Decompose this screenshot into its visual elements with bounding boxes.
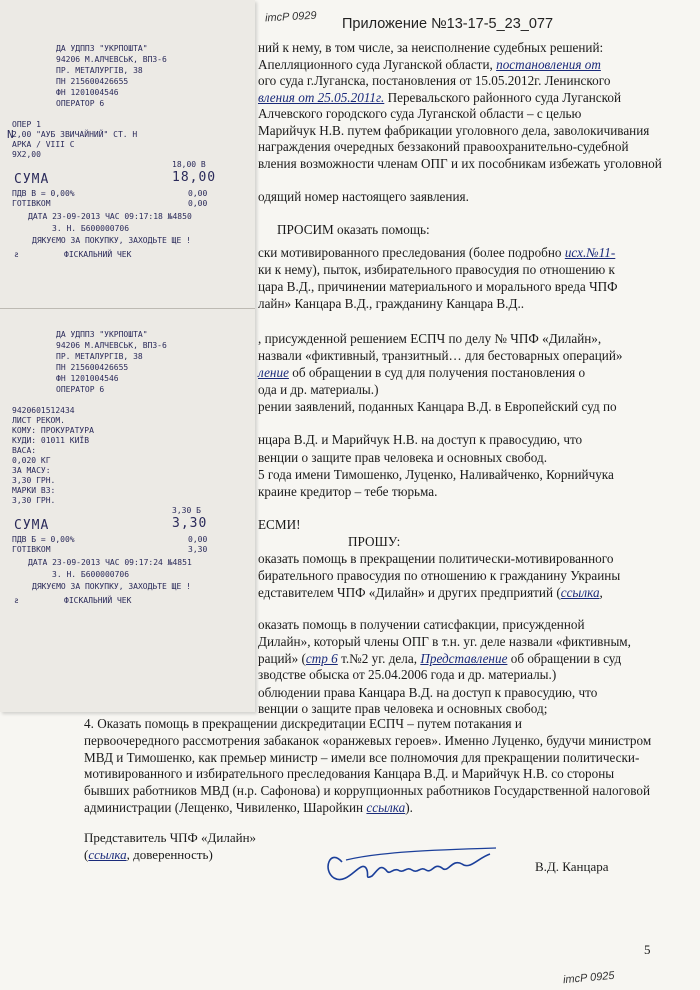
body-line: [258, 685, 597, 701]
link-text[interactable]: исх.№11-: [564, 245, 616, 260]
body-text-segment: нцара В.Д. и Марийчук Н.В. на доступ к правосудию, что: [258, 432, 583, 447]
receipt-line: ОПЕРАТОР 6: [56, 385, 105, 394]
receipt-line: КОМУ: ПРОКУРАТУРА: [12, 426, 94, 435]
body-line: [258, 432, 582, 448]
body-text-segment: первоочередного рассмотрения забаканок «оранжевых героев». Именно Луценко, будучи министром: [84, 733, 652, 748]
receipt-date: ДАТА 23-09-2013 ЧАС 09:17:18 №4850: [28, 212, 192, 221]
receipt-line: ФН 1201004546: [56, 88, 119, 97]
body-text-segment: бывших работников МВД (н.р. Сафонова) и коррупционных работников Государственной налоговой: [84, 783, 651, 798]
corner-mark: N: [7, 128, 14, 141]
receipt-fiscal: ФІСКАЛЬНИЙ ЧЕК: [64, 250, 132, 259]
receipt-line: 3,30 ГРН.: [12, 476, 56, 485]
receipt-line: 94206 М.АЛЧЕВСЬК, ВПЗ-6: [56, 341, 167, 350]
receipt-line: МАРКИ ВЗ:: [12, 486, 56, 495]
receipt-line: ГОТІВКОМ: [12, 545, 51, 554]
receipt-line: ЗА МАСУ:: [12, 466, 51, 475]
body-line: [258, 617, 585, 633]
body-text-segment: ПРОШУ:: [348, 534, 401, 549]
body-line: [258, 667, 556, 683]
body-text-segment: Алчевского городского суда Луганской области – с целью: [258, 106, 582, 121]
receipt-logo-icon: ƨ: [14, 250, 19, 259]
body-text-segment: цара В.Д., причинении материального и морального вреда ЧПФ: [258, 279, 618, 294]
body-text-segment: 5 года имени Тимошенко, Луценко, Наливайченко, Корнийчука: [258, 467, 614, 482]
body-text-segment: ).: [405, 800, 413, 815]
receipt-total-label: СУМА: [14, 518, 50, 533]
receipt-line: ПДВ Б = 0,00%: [12, 535, 75, 544]
receipt-logo-icon: ƨ: [14, 596, 19, 605]
body-text-segment: облюдении права Канцара В.Д. на доступ к правосудию, что: [258, 685, 598, 700]
receipt-serial: З. Н. Б600000706: [52, 224, 130, 233]
body-line: [258, 40, 603, 56]
body-text-segment: зводстве обыска от 25.04.2006 года и др. материалы.): [258, 667, 557, 682]
body-text-segment: ,: [599, 585, 603, 600]
link-text[interactable]: Представление: [420, 651, 508, 666]
receipt-line: КУДИ: 01011 КИЇВ: [12, 436, 90, 445]
body-text-segment: одящий номер настоящего заявления.: [258, 189, 469, 204]
body-text-segment: бирательного правосудия по отношению к гражданину Украины: [258, 568, 621, 583]
body-text-segment: Дилайн», который члены ОПГ в т.н. уг. деле назвали «фиктивным,: [258, 634, 631, 649]
receipt-line: 2,00 "АУБ ЗВИЧАЙНИЙ" СТ. Н: [12, 130, 138, 139]
receipt-line: ОПЕР 1: [12, 120, 41, 129]
receipt-line: 0,00: [188, 199, 208, 208]
body-text-segment: МВД и Тимошенко, как премьер министр – имели все полномочия для прекращении политически-: [84, 750, 640, 765]
body-line: [84, 716, 522, 732]
receipt-line: ПН 215600426655: [56, 77, 129, 86]
body-line: [84, 766, 614, 782]
receipt-line: 94206 М.АЛЧЕВСЬК, ВПЗ-6: [56, 55, 167, 64]
body-line: [258, 245, 615, 261]
body-text-segment: об обращении в суд для получения постановления о: [288, 365, 586, 380]
receipt-line: ПР. МЕТАЛУРГІВ, 38: [56, 66, 143, 75]
receipt-total-label: СУМА: [14, 172, 50, 187]
body-line: [258, 331, 601, 347]
body-line: [258, 279, 618, 295]
body-line: [84, 800, 413, 816]
receipt-line: 9420601512434: [12, 406, 75, 415]
receipt-serial: З. Н. Б600000706: [52, 570, 130, 579]
receipt-amount: 3,30 Б: [172, 506, 201, 515]
body-text-segment: раций» (: [258, 651, 306, 666]
receipt-line: ЛИСТ РЕКОМ.: [12, 416, 65, 425]
body-line: [348, 534, 400, 550]
body-text-segment: рении заявлений, поданных Канцара В.Д. в Европейский суд по: [258, 399, 617, 414]
body-text-segment: назвали «фиктивный, транзитный… для бестоварных операций»: [258, 348, 623, 363]
link-text[interactable]: ление: [258, 365, 289, 380]
body-text-segment: мотивированного и избирательного преследования Канцара В.Д. и Марийчук Н.В. со стороны: [84, 766, 615, 781]
receipt-thanks: ДЯКУЄМО ЗА ПОКУПКУ, ЗАХОДЬТЕ ЩЕ !: [32, 582, 191, 591]
receipt-line: ФН 1201004546: [56, 374, 119, 383]
body-text-segment: вления возможности членам ОПГ и их пособникам избежать уголовной: [258, 156, 662, 171]
receipt-line: 9Х2,00: [12, 150, 41, 159]
receipt-line: 0,020 КГ: [12, 456, 51, 465]
body-line: [258, 189, 469, 205]
body-text-segment: лайн» Канцара В.Д., гражданину Канцара В.Д..: [258, 296, 525, 311]
body-text-segment: Перевальского районного суда Луганской: [384, 90, 622, 105]
receipt-overlay: [0, 0, 255, 712]
body-line: [258, 156, 662, 172]
body-text-segment: ЕСМИ!: [258, 517, 301, 532]
signatory-name: В.Д. Канцара: [535, 859, 609, 874]
handwritten-stamp-bottom: imcP 0925: [562, 969, 615, 987]
annex-number: Приложение №13-17-5_23_077: [342, 16, 554, 32]
receipt-line: ПДВ В = 0,00%: [12, 189, 75, 198]
body-text-segment: ки к нему), пыток, избирательного правосудия по отношению к: [258, 262, 615, 277]
page-number: 5: [644, 942, 651, 957]
receipt-line: 3,30: [188, 545, 208, 554]
body-text-segment: оказать помощь в получении сатисфакции, присужденной: [258, 617, 585, 632]
body-line: [258, 262, 615, 278]
body-line: [258, 634, 631, 650]
body-text-segment: венции о защите прав человека и основных свобод;: [258, 701, 548, 716]
body-line: [258, 123, 649, 139]
receipt-total-value: 3,30: [172, 516, 208, 531]
receipt-amount: 18,00 В: [172, 160, 206, 169]
body-text-segment: ПРОСИМ оказать помощь:: [277, 222, 430, 237]
body-text-segment: краине кредитор – тебе тюрьма.: [258, 484, 438, 499]
body-line: [258, 399, 617, 415]
body-line: [258, 106, 581, 122]
body-line: [84, 783, 650, 799]
representative-subtitle: (ссылка, доверенность): [84, 847, 213, 862]
link-text[interactable]: стр 6: [305, 651, 338, 666]
receipt-line: АРКА / VIII С: [12, 140, 75, 149]
link-text[interactable]: постановления от: [496, 57, 601, 72]
body-text-segment: ний к нему, в том числе, за неисполнение судебных решений:: [258, 40, 604, 55]
receipt-line: ГОТІВКОМ: [12, 199, 51, 208]
body-line: [258, 57, 601, 73]
receipt-line: ВАСА:: [12, 446, 37, 455]
body-line: [258, 551, 613, 567]
body-line: [258, 484, 437, 500]
body-line: [277, 222, 430, 238]
body-text-segment: едставителем ЧПФ «Дилайн» и других предприятий (: [258, 585, 561, 600]
body-line: [258, 348, 622, 364]
link-text[interactable]: ссылка: [88, 847, 127, 862]
body-line: [258, 296, 524, 312]
signature-image: [320, 840, 510, 890]
body-line: [258, 517, 301, 533]
body-line: [258, 139, 629, 155]
body-line: [258, 365, 585, 381]
body-line: [258, 651, 621, 667]
body-line: [258, 382, 378, 398]
receipt-divider: [0, 308, 255, 309]
body-text-segment: Марийчук Н.В. путем фабрикации уголовного дела, заволокичивания: [258, 123, 650, 138]
receipt-line: 0,00: [188, 535, 208, 544]
receipt-line: 3,30 ГРН.: [12, 496, 56, 505]
body-line: [84, 750, 639, 766]
body-line: [258, 467, 614, 483]
handwritten-stamp-top: imcP 0929: [264, 9, 317, 25]
link-text[interactable]: ссылка: [366, 800, 406, 815]
body-text-segment: об обращении в суд: [507, 651, 622, 666]
body-text-segment: оказать помощь в прекращении политически-мотивированного: [258, 551, 614, 566]
receipt-line: ПН 215600426655: [56, 363, 129, 372]
body-text-segment: ода и др. материалы.): [258, 382, 379, 397]
link-text[interactable]: ссылка: [560, 585, 600, 600]
receipt-line: ДА УДППЗ "УКРПОШТА": [56, 330, 148, 339]
body-line: [258, 701, 547, 717]
receipt-thanks: ДЯКУЄМО ЗА ПОКУПКУ, ЗАХОДЬТЕ ЩЕ !: [32, 236, 191, 245]
receipt-total-value: 18,00: [172, 170, 217, 185]
body-line: [258, 568, 620, 584]
body-line: [258, 450, 547, 466]
body-text-segment: ски мотивированного преследования (более подробно: [258, 245, 565, 260]
receipt-line: ОПЕРАТОР 6: [56, 99, 105, 108]
body-text-segment: т.№2 уг. дела,: [337, 651, 421, 666]
representative-title: Представитель ЧПФ «Дилайн»: [84, 830, 257, 845]
body-text-segment: венции о защите прав человека и основных свобод.: [258, 450, 547, 465]
body-text-segment: , присужденной решением ЕСПЧ по делу № ЧПФ «Дилайн»,: [258, 331, 602, 346]
receipt-line: 0,00: [188, 189, 208, 198]
body-text-segment: Апелляционного суда Луганской области,: [258, 57, 497, 72]
receipt-date: ДАТА 23-09-2013 ЧАС 09:17:24 №4851: [28, 558, 192, 567]
body-line: [258, 585, 603, 601]
body-line: [258, 90, 621, 106]
link-text[interactable]: вления от 25.05.2011г.: [258, 90, 385, 105]
receipt-fiscal: ФІСКАЛЬНИЙ ЧЕК: [64, 596, 132, 605]
body-text-segment: ого суда г.Луганска, постановления от 15.05.2012г. Ленинского: [258, 73, 611, 88]
body-line: [258, 73, 610, 89]
receipt-line: ПР. МЕТАЛУРГІВ, 38: [56, 352, 143, 361]
body-line: [84, 733, 651, 749]
body-text-segment: 4. Оказать помощь в прекращении дискредитации ЕСПЧ – путем потакания и: [84, 716, 522, 731]
body-text-segment: администрации (Лещенко, Чивиленко, Шаройкин: [84, 800, 367, 815]
receipt-line: ДА УДППЗ "УКРПОШТА": [56, 44, 148, 53]
body-text-segment: награждения очередных беззаконий правоохранительно-судебной: [258, 139, 629, 154]
